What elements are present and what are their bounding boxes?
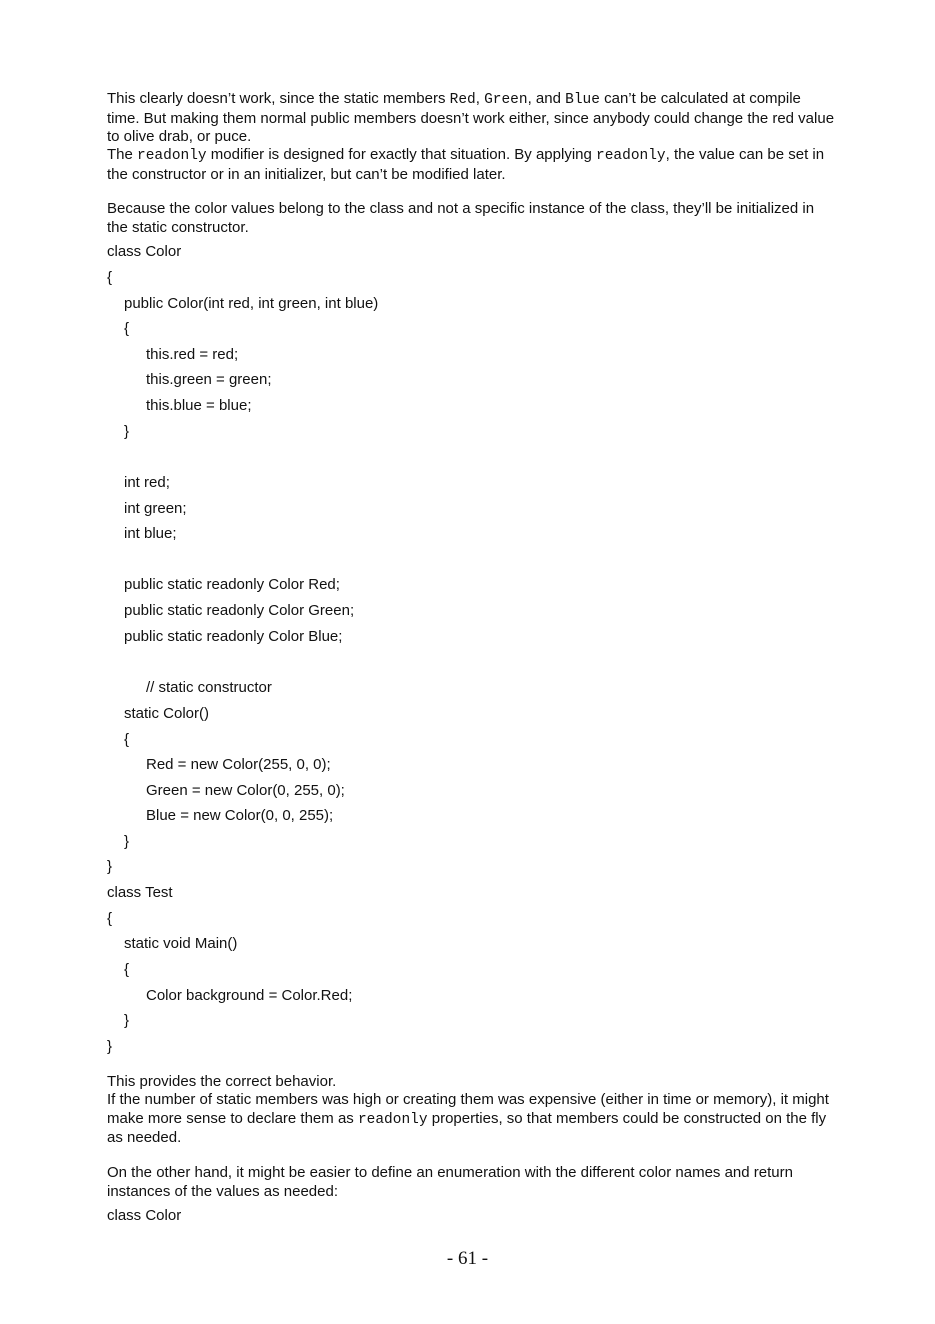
code-line: int blue; (124, 525, 177, 542)
code-line: this.red = red; (146, 346, 239, 363)
code-line: } (107, 858, 113, 875)
text-run: If the number of static members was high or creating them was expensive (either in time or memory), it might make more sense to declare them as (107, 1091, 829, 1127)
code-line: } (124, 833, 130, 850)
code-line: Red = new Color(255, 0, 0); (146, 756, 331, 773)
code-term-readonly: readonly (596, 148, 666, 164)
code-term-red: Red (449, 92, 476, 108)
code-line: Green = new Color(0, 255, 0); (146, 782, 345, 799)
text-run: properties, so that members could be constructed on the fly as needed. (107, 1109, 827, 1146)
code-line: static Color() (124, 705, 210, 722)
code-comment-line: // static constructor (146, 679, 272, 696)
code-line: public Color(int red, int green, int blue) (124, 295, 379, 312)
paragraph-enumeration: On the other hand, it might be easier to define an enumeration with the different color names and return instances of the values as needed: (107, 1164, 793, 1200)
paragraph-readonly-properties (107, 1091, 837, 1148)
code-term-readonly: readonly (137, 148, 207, 164)
paragraph-static-constructor: Because the color values belong to the class and not a specific instance of the class, they’ll be initialized in the static constructor. (107, 200, 815, 236)
code-line: } (124, 423, 130, 440)
text-run: The (107, 146, 138, 163)
text-run: modifier is designed for exactly that situation. By applying (206, 146, 597, 163)
text-run: , (475, 90, 485, 107)
code-line: } (124, 1012, 130, 1029)
code-line: public static readonly Color Blue; (124, 628, 343, 645)
page-number: - 61 - (446, 1248, 489, 1269)
code-line: { (107, 269, 113, 286)
paragraph-correct-behavior: This provides the correct behavior. (107, 1073, 337, 1090)
code-line: } (107, 1038, 113, 1055)
code-line: int green; (124, 500, 187, 517)
code-line: public static readonly Color Green; (124, 602, 355, 619)
code-line: static void Main() (124, 935, 238, 952)
code-line: class Color (107, 1207, 182, 1224)
text-run: This clearly doesn’t work, since the static members (107, 90, 450, 107)
code-line: this.blue = blue; (146, 397, 252, 414)
code-term-green: Green (484, 92, 528, 108)
code-line: class Test (107, 884, 173, 901)
paragraph-readonly-modifier (107, 146, 837, 184)
code-line: { (124, 320, 130, 337)
text-run: , and (527, 90, 566, 107)
code-term-blue: Blue (565, 92, 600, 108)
code-line: class Color (107, 243, 182, 260)
code-line: public static readonly Color Red; (124, 576, 340, 593)
text-run: , the value can be set in the constructor or in an initializer, but can’t be modified later. (107, 146, 825, 183)
paragraph-static-members (107, 90, 837, 147)
code-line: { (107, 910, 113, 927)
code-term-readonly: readonly (357, 1111, 428, 1128)
text-run: can’t be calculated at compile time. But making them normal public members doesn’t work either, since anybody could change the red value to olive drab, or puce. (107, 90, 835, 145)
code-line: Blue = new Color(0, 0, 255); (146, 807, 334, 824)
code-line: this.green = green; (146, 371, 272, 388)
code-line: { (124, 961, 130, 978)
code-line: { (124, 731, 130, 748)
code-line: int red; (124, 474, 170, 491)
code-line: Color background = Color.Red; (146, 987, 353, 1004)
